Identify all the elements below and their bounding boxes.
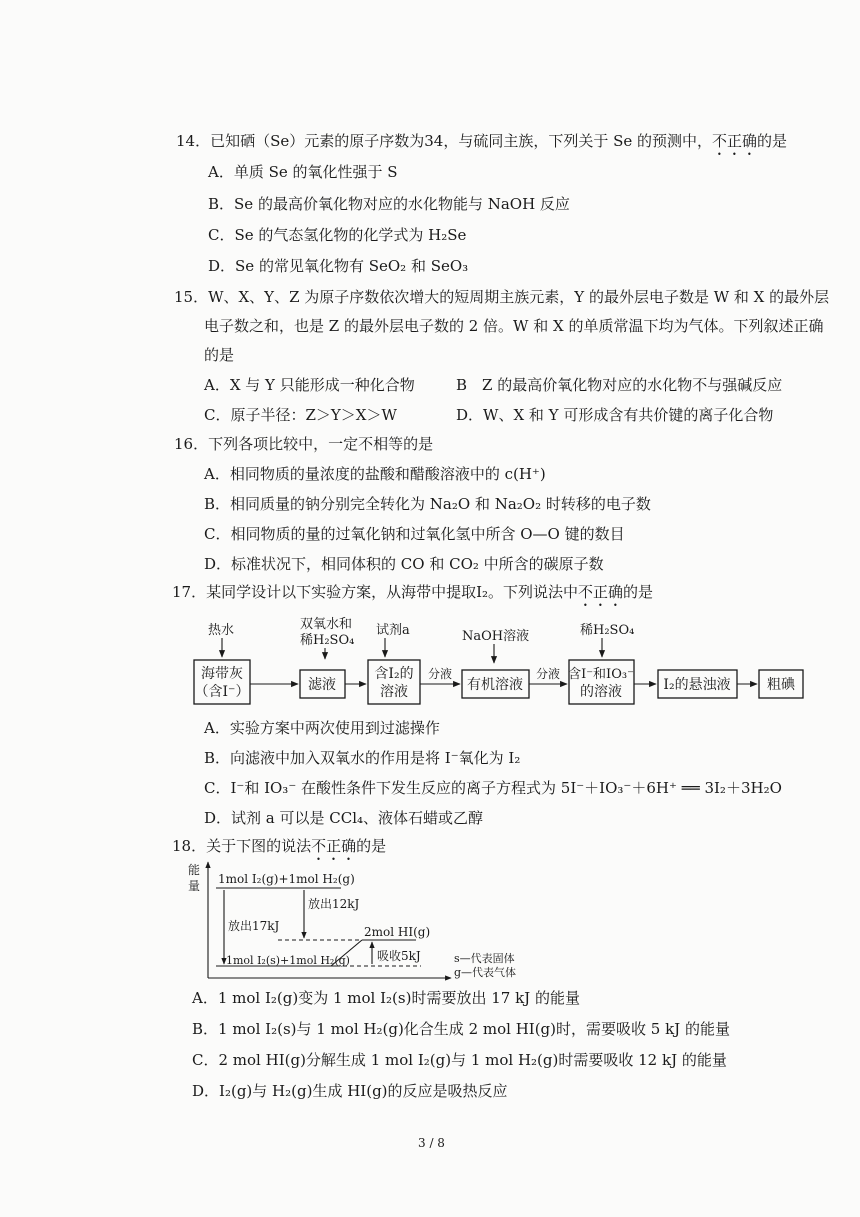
q15-stem-line2: 电子数之和，也是 Z 的最外层电子数的 2 倍。W 和 X 的单质常温下均为气体。下列叙述正确 — [204, 317, 824, 335]
q16-option-b: B．相同质量的钠分别完全转化为 Na₂O 和 Na₂O₂ 时转移的电子数 — [204, 495, 651, 513]
q17-option-b: B．向滤液中加入双氧水的作用是将 I⁻氧化为 I₂ — [204, 749, 521, 767]
q16-option-c: C．相同物质的量的过氧化钠和过氧化氢中所含 O—O 键的数目 — [204, 525, 625, 543]
q17-option-d: D．试剂 a 可以是 CCl₄、液体石蜡或乙醇 — [204, 809, 484, 827]
q18-energy-diagram — [186, 858, 536, 982]
q18-option-c: C．2 mol HI(g)分解生成 1 mol I₂(g)与 1 mol H₂(g)时需要吸收 12 kJ 的能量 — [192, 1051, 727, 1069]
q18-option-a: A．1 mol I₂(g)变为 1 mol I₂(s)时需要放出 17 kJ 的能量 — [192, 989, 580, 1007]
top-level-label: 1mol I₂(g)+1mol H₂(g) — [218, 872, 355, 886]
bottom-level-label: 1mol I₂(s)+1mol H₂(g) — [226, 954, 350, 967]
reagent-h2o2-1: 双氧水和 — [300, 617, 353, 632]
q18-option-d: D．I₂(g)与 H₂(g)生成 HI(g)的反应是吸热反应 — [192, 1082, 508, 1100]
q16-stem: 16．下列各项比较中，一定不相等的是 — [174, 435, 434, 453]
reagent-hot-water: 热水 — [208, 623, 235, 638]
q14-option-a: A．单质 Se 的氧化性强于 S — [208, 163, 398, 181]
y-axis-label-1: 能 — [188, 863, 201, 877]
release-12-label: 放出12kJ — [308, 897, 360, 911]
reagent-dilute-h2so4: 稀H₂SO₄ — [580, 623, 635, 638]
reagent-a: 试剂a — [376, 623, 410, 638]
q15-option-b: B Z 的最高价氧化物对应的水化物不与强碱反应 — [456, 376, 783, 394]
box-i2-1: 含I₂的 — [374, 666, 414, 682]
box-i2-2: 溶液 — [380, 684, 408, 700]
q15-stem-line1: 15．W、X、Y、Z 为原子序数依次增大的短周期主族元素，Y 的最外层电子数是 W 和 X 的最外层 — [174, 288, 830, 306]
q17-option-c: C．I⁻和 IO₃⁻ 在酸性条件下发生反应的离子方程式为 5I⁻＋IO₃⁻＋6H⁺ ══ 3I₂＋3H₂O — [204, 779, 782, 797]
box-kelp-1: 海带灰 — [201, 666, 243, 682]
box-organic-label: 有机溶液 — [467, 677, 523, 693]
box-filtrate-label: 滤液 — [308, 677, 336, 693]
q14-option-c: C．Se 的气态氢化物的化学式为 H₂Se — [208, 226, 467, 244]
q17-stem: 17．某同学设计以下实验方案，从海带中提取I₂。下列说法中不正确的是 — [172, 583, 654, 601]
q17-option-a: A．实验方案中两次使用到过滤操作 — [204, 719, 440, 737]
box-suspension-label: I₂的悬浊液 — [663, 677, 731, 693]
q18-option-b: B．1 mol I₂(s)与 1 mol H₂(g)化合生成 2 mol HI(g)时，需要吸收 5 kJ 的能量 — [192, 1020, 730, 1038]
q14-stem: 14．已知硒（Se）元素的原子序数为34，与硫同主族，下列关于 Se 的预测中，不正确的是 — [176, 132, 788, 150]
reagent-naoh: NaOH溶液 — [462, 629, 530, 644]
box-crude-label: 粗碘 — [767, 677, 795, 693]
y-axis-label-2: 量 — [188, 879, 201, 893]
q15-stem-line3: 的是 — [204, 346, 235, 364]
legend-solid: s—代表固体 — [454, 952, 515, 965]
legend-gas: g—代表气体 — [454, 966, 517, 979]
box-iodide-1: 含I⁻和IO₃⁻ — [568, 667, 634, 682]
q15-option-d: D．W、X 和 Y 可形成含有共价键的离子化合物 — [456, 406, 774, 424]
q16-option-d: D．标准状况下，相同体积的 CO 和 CO₂ 中所含的碳原子数 — [204, 555, 604, 573]
arrow-sep2: 分液 — [535, 667, 561, 681]
box-iodide-2: 的溶液 — [580, 684, 622, 700]
q15-option-c: C．原子半径：Z＞Y＞X＞W — [204, 406, 397, 424]
release-17-label: 放出17kJ — [228, 919, 280, 933]
q18-stem: 18．关于下图的说法不正确的是 — [172, 837, 387, 855]
q14-option-b: B．Se 的最高价氧化物对应的水化物能与 NaOH 反应 — [208, 195, 570, 213]
page-number: 3 / 8 — [418, 1136, 445, 1150]
arrow-sep1: 分液 — [427, 667, 453, 681]
q16-option-a: A．相同物质的量浓度的盐酸和醋酸溶液中的 c(H⁺) — [204, 465, 546, 483]
q15-option-a: A．X 与 Y 只能形成一种化合物 — [204, 376, 415, 394]
reagent-h2o2-2: 稀H₂SO₄ — [300, 633, 355, 648]
q17-flowchart — [188, 616, 808, 708]
hi-level-label: 2mol HI(g) — [364, 925, 431, 939]
flow-reagent-labels — [208, 616, 634, 648]
box-kelp-2: （含I⁻） — [194, 684, 250, 700]
absorb-5-label: 吸收5kJ — [377, 949, 421, 963]
q14-option-d: D．Se 的常见氧化物有 SeO₂ 和 SeO₃ — [208, 257, 469, 275]
